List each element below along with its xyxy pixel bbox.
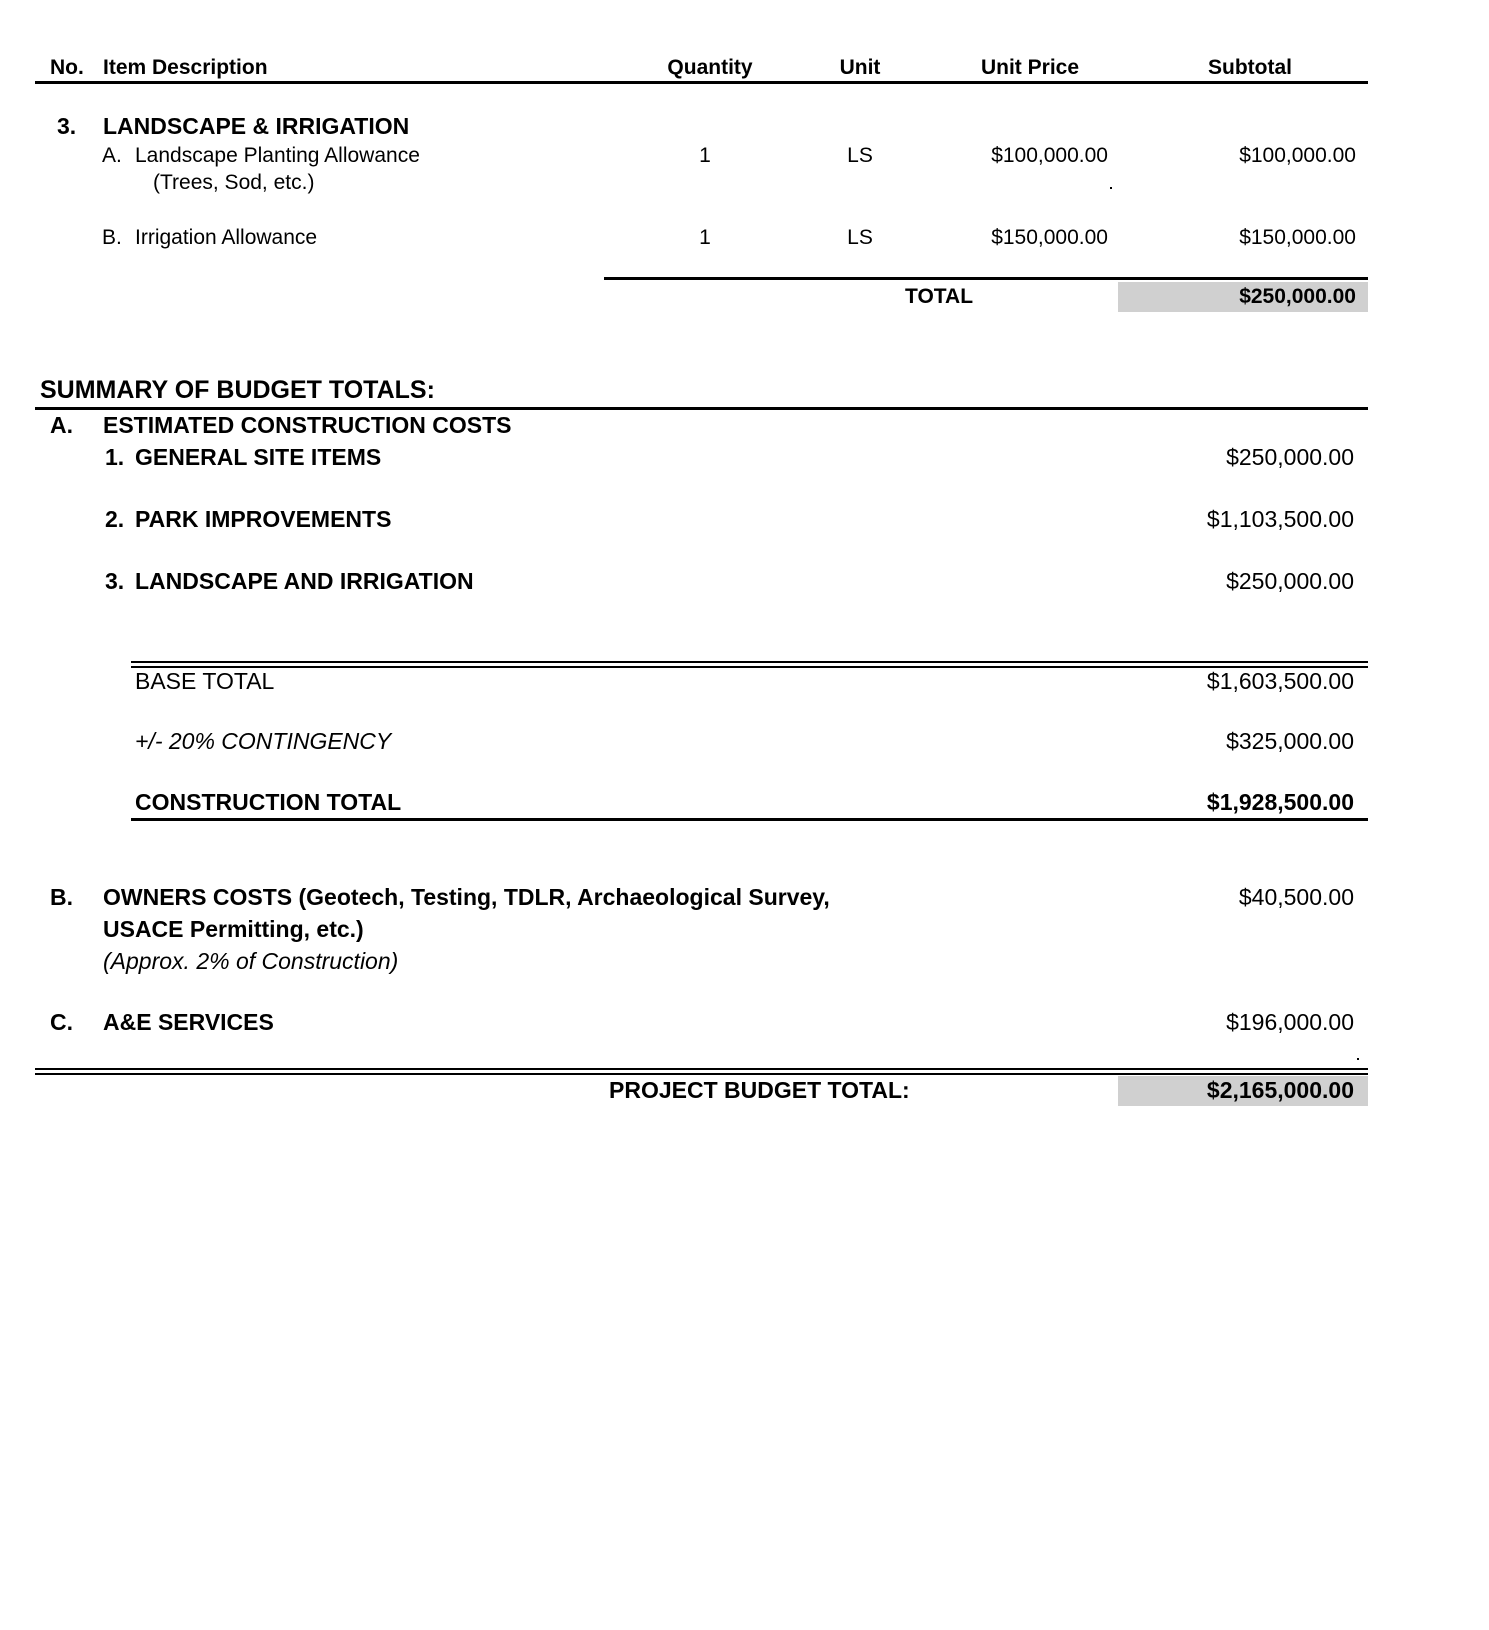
summary-b-letter: B. [50, 884, 73, 910]
summary-a-item-label: GENERAL SITE ITEMS [135, 444, 382, 470]
summary-a-item-value: $250,000.00 [1226, 444, 1354, 470]
header-subtotal: Subtotal [1208, 56, 1292, 79]
section-title: LANDSCAPE & IRRIGATION [103, 113, 410, 139]
summary-a-item-value: $250,000.00 [1226, 568, 1354, 594]
item-description-b: Irrigation Allowance [135, 226, 318, 249]
project-total-label: PROJECT BUDGET TOTAL: [609, 1077, 910, 1103]
summary-b-note: (Approx. 2% of Construction) [103, 948, 399, 974]
section-total-rule [604, 277, 1368, 280]
item-unit-a: LS [847, 144, 873, 167]
base-total-label: BASE TOTAL [135, 668, 275, 694]
section-total-value: $250,000.00 [1239, 285, 1356, 308]
summary-a-letter: A. [50, 412, 73, 438]
summary-a-item-label: PARK IMPROVEMENTS [135, 506, 392, 532]
header-item-description: Item Description [103, 56, 268, 79]
item-description-a: Landscape Planting Allowance [135, 144, 420, 167]
header-unit-price: Unit Price [980, 56, 1080, 79]
header-no: No. [50, 56, 84, 79]
item-unit-price-a: $100,000.00 [991, 144, 1108, 167]
item-note-a: (Trees, Sod, etc.) [153, 171, 315, 194]
item-subtotal-a: $100,000.00 [1239, 144, 1356, 167]
summary-title: SUMMARY OF BUDGET TOTALS: [40, 376, 435, 404]
summary-a-item-number: 2. [105, 506, 125, 532]
summary-a-item-value: $1,103,500.00 [1206, 506, 1354, 532]
header-unit: Unit [839, 56, 881, 79]
construction-total-label: CONSTRUCTION TOTAL [135, 789, 402, 815]
summary-a-item-label: LANDSCAPE AND IRRIGATION [135, 568, 474, 594]
item-quantity-b: 1 [699, 226, 711, 249]
item-unit-price-b: $150,000.00 [991, 226, 1108, 249]
section-number: 3. [57, 113, 77, 139]
summary-b-line1: OWNERS COSTS (Geotech, Testing, TDLR, Archaeological Survey, [103, 884, 830, 910]
base-total-double-rule-bottom [131, 666, 1368, 668]
summary-a-title: ESTIMATED CONSTRUCTION COSTS [103, 412, 512, 438]
item-quantity-a: 1 [699, 144, 711, 167]
summary-b-value: $40,500.00 [1238, 884, 1354, 910]
summary-b-line2: USACE Permitting, etc.) [103, 916, 364, 942]
item-letter-b: B. [102, 226, 122, 249]
stray-dot [1110, 187, 1112, 189]
item-unit-b: LS [847, 226, 873, 249]
contingency-label: +/- 20% CONTINGENCY [135, 728, 392, 754]
summary-c-letter: C. [50, 1009, 73, 1035]
header-quantity: Quantity [667, 56, 753, 79]
base-total-value: $1,603,500.00 [1206, 668, 1354, 694]
construction-total-rule [131, 818, 1368, 821]
contingency-value: $325,000.00 [1226, 728, 1354, 754]
project-total-value: $2,165,000.00 [1206, 1077, 1354, 1103]
construction-total-value: $1,928,500.00 [1206, 789, 1354, 815]
summary-rule [35, 407, 1368, 410]
item-letter-a: A. [102, 144, 122, 167]
summary-a-item-number: 3. [105, 568, 125, 594]
summary-c-value: $196,000.00 [1226, 1009, 1354, 1035]
project-total-double-rule-top [35, 1068, 1368, 1070]
section-total-label: TOTAL [905, 285, 974, 308]
item-subtotal-b: $150,000.00 [1239, 226, 1356, 249]
header-rule [35, 81, 1368, 84]
project-total-double-rule-bottom [35, 1073, 1368, 1075]
summary-a-item-number: 1. [105, 444, 125, 470]
stray-dot [1357, 1058, 1359, 1060]
summary-c-label: A&E SERVICES [103, 1009, 274, 1035]
base-total-double-rule-top [131, 661, 1368, 663]
